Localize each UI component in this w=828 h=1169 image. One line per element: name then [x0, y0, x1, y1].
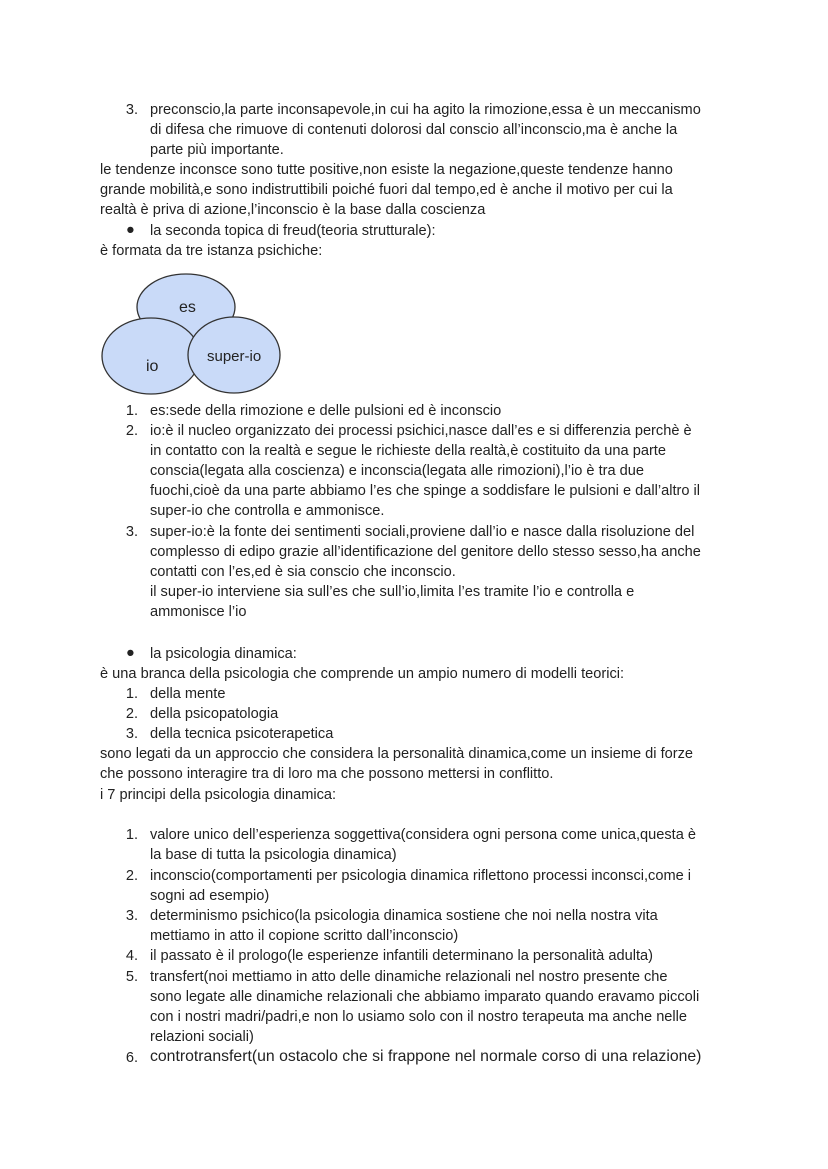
list-number: 1. [125, 686, 138, 702]
list-text-line: della psicopatologia [150, 706, 279, 722]
list-text-line: relazioni sociali) [150, 1029, 254, 1045]
list-text-line: determinismo psichico(la psicologia dinamica sostiene che noi nella nostra vita [150, 908, 658, 924]
list-number: 2. [125, 423, 138, 439]
superio-label: super-io [207, 348, 262, 365]
list-text-line: conscia(legata alla coscienza) e inconscia(legata alle rimozioni),l’io è tra due [150, 463, 645, 479]
paragraph-line: le tendenze inconsce sono tutte positive,non esiste la negazione,queste tendenze hanno [100, 162, 673, 178]
bullet-text-topica: la seconda topica di freud(teoria strutturale): [150, 223, 436, 239]
io-circle [102, 318, 200, 394]
list-text-line: es:sede della rimozione e delle pulsioni ed è inconscio [150, 403, 502, 419]
list-text-line: super-io che controlla e ammonisce. [150, 503, 385, 519]
list-text-line: della tecnica psicoterapetica [150, 726, 334, 742]
list-text-line: il passato è il prologo(le esperienze infantili determinano la personalità adulta) [150, 948, 653, 964]
bullet-dot: ● [126, 645, 135, 661]
list-text-line: parte più importante. [150, 142, 284, 158]
list-number: 5. [125, 969, 138, 985]
list-text-line: transfert(noi mettiamo in atto delle dinamiche relazionali nel nostro presente che [150, 969, 668, 985]
es-label: es [179, 299, 196, 316]
list-text-line: della mente [150, 686, 226, 702]
list-number: 3. [125, 908, 138, 924]
list-text-line: controtransfert(un ostacolo che si frappone nel normale corso di una relazione) [150, 1048, 702, 1065]
list-text-line: con i nostri madri/padri,e non lo usiamo solo con il nostro terapeuta ma anche nelle [150, 1009, 688, 1025]
list-number: 3. [125, 726, 138, 742]
paragraph-line: sono legati da un approccio che considera la personalità dinamica,come un insieme di forze [100, 746, 694, 762]
list-text-line: inconscio(comportamenti per psicologia dinamica riflettono processi inconsci,come i [150, 868, 692, 884]
list-text-line: di difesa che rimuove di contenuti dolorosi dal conscio all’inconscio,ma è anche la [150, 122, 678, 138]
list-number: 4. [125, 948, 138, 964]
list-text-line: sogni ad esempio) [150, 888, 270, 904]
list-text-line: complesso di edipo grazie all’identificazione del genitore dello stesso sesso,ha anche [150, 544, 701, 560]
list-text-line: preconscio,la parte inconsapevole,in cui ha agito la rimozione,essa è un meccanismo [150, 102, 701, 118]
list-number: 1. [125, 827, 138, 843]
list-number: 2. [125, 868, 138, 884]
list-text-line: ammonisce l’io [150, 604, 247, 620]
list-text-line: io:è il nucleo organizzato dei processi psichici,nasce dall’es e si differenzia perchè è [150, 423, 692, 439]
intro-principi: i 7 principi della psicologia dinamica: [100, 787, 337, 803]
bullet-dot: ● [126, 222, 135, 238]
intro-istanze: è formata da tre istanza psichiche: [100, 243, 323, 259]
list-text-line: la base di tutta la psicologia dinamica) [150, 847, 397, 863]
list-number: 2. [125, 706, 138, 722]
bullet-text-dinamica: la psicologia dinamica: [150, 646, 297, 662]
list-text-line: super-io:è la fonte dei sentimenti sociali,proviene dall’io e nasce dalla risoluzione del [150, 524, 695, 540]
list-text-line: sono legate alle dinamiche relazionali che abbiamo imparato quando eravamo piccoli [150, 989, 700, 1005]
paragraph-line: grande mobilità,e sono indistruttibili poiché fuori dal tempo,ed è anche il motivo per cui la [100, 182, 673, 198]
list-text-line: il super-io interviene sia sull’es che sull’io,limita l’es tramite l’io e controlla e [150, 584, 635, 600]
io-label: io [146, 358, 159, 375]
istanze-diagram [96, 270, 292, 398]
paragraph-line: che possono interagire tra di loro ma che possono mettersi in conflitto. [100, 766, 554, 782]
intro-dinamica: è una branca della psicologia che comprende un ampio numero di modelli teorici: [100, 666, 625, 682]
list-text-line: in contatto con la realtà e segue le richieste della realtà,è costituito da una parte [150, 443, 666, 459]
list-number: 3. [125, 102, 138, 118]
list-text-line: fuochi,cioè da una parte abbiamo l’es che spinge a soddisfare le pulsioni e dall’altro il [150, 483, 701, 499]
list-number: 3. [125, 524, 138, 540]
list-text-line: valore unico dell’esperienza soggettiva(considera ogni persona come unica,questa è [150, 827, 696, 843]
list-number: 1. [125, 403, 138, 419]
list-text-line: contatti con l’es,ed è sia conscio che inconscio. [150, 564, 456, 580]
paragraph-line: realtà è priva di azione,l’inconscio è la base dalla coscienza [100, 202, 486, 218]
list-text-line: mettiamo in atto il copione scritto dall’inconscio) [150, 928, 459, 944]
list-number: 6. [125, 1050, 138, 1066]
